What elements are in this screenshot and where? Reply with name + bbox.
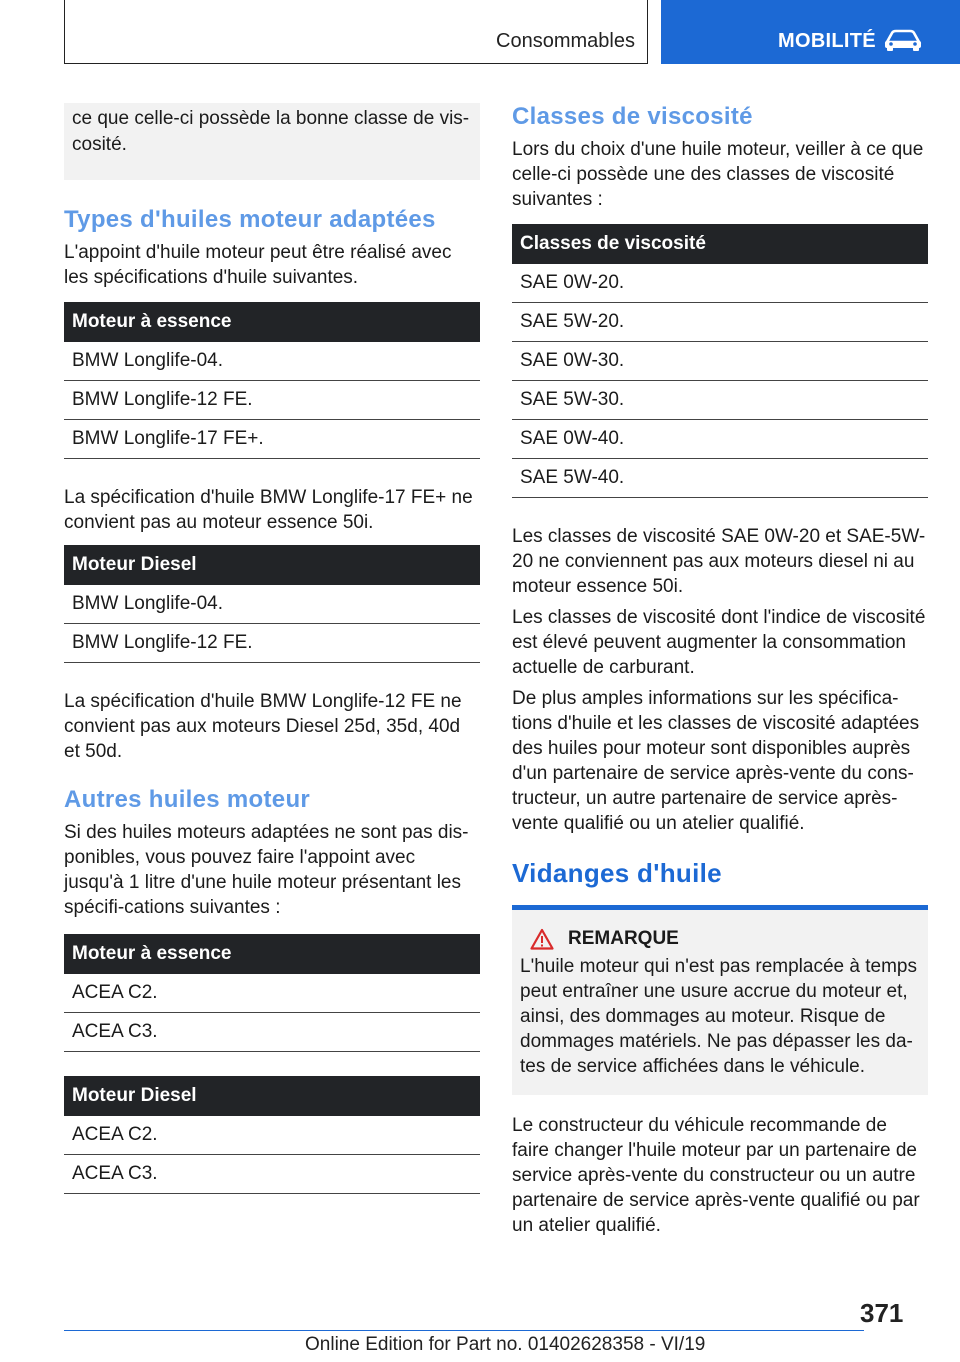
table-row bbox=[64, 974, 480, 1013]
table-header: Moteur Diesel bbox=[64, 545, 480, 585]
table-cell: ACEA C2. bbox=[64, 1116, 480, 1155]
table-row bbox=[512, 264, 928, 303]
table-row bbox=[64, 585, 480, 624]
para-viscosite-1: Les classes de viscosité SAE 0W-20 et SAE-5W-20 ne conviennent pas aux moteurs diesel ni au moteur essence 50i. bbox=[512, 526, 926, 597]
table-cell: BMW Longlife-12 FE. bbox=[64, 381, 480, 420]
table-essence-acea bbox=[64, 934, 480, 1052]
table-cell: SAE 0W-30. bbox=[512, 342, 928, 381]
chapter-title: Consommables bbox=[496, 30, 635, 52]
table-essence-longlife bbox=[64, 302, 480, 459]
right-column bbox=[512, 103, 928, 1238]
table-row bbox=[64, 1013, 480, 1052]
section-title: MOBILITÉ bbox=[778, 30, 876, 52]
table-row bbox=[64, 420, 480, 459]
table-cell: BMW Longlife-17 FE+. bbox=[64, 420, 480, 459]
page-number: 371 bbox=[860, 1298, 904, 1328]
table-cell: SAE 5W-40. bbox=[512, 459, 928, 498]
table-row bbox=[64, 381, 480, 420]
table-cell: SAE 0W-40. bbox=[512, 420, 928, 459]
header-section-tab bbox=[661, 0, 960, 64]
warning-title: REMARQUE bbox=[568, 928, 679, 949]
table-header: Moteur Diesel bbox=[64, 1076, 480, 1116]
para-viscosite-2: Les classes de viscosité dont l'indice de viscosité est élevé peuvent augmenter la consommation actuelle de carburant. bbox=[512, 607, 926, 678]
heading-viscosite: Classes de viscosité bbox=[512, 103, 753, 130]
table-row bbox=[64, 1116, 480, 1155]
para-viscosite: Lors du choix d'une huile moteur, veiller à ce que celle-ci possède une des classes de viscosité suivantes : bbox=[512, 139, 924, 210]
table-cell: ACEA C2. bbox=[64, 974, 480, 1013]
continued-note bbox=[64, 103, 480, 180]
table-header: Classes de viscosité bbox=[512, 224, 928, 264]
table-cell: SAE 5W-20. bbox=[512, 303, 928, 342]
table-cell: SAE 0W-20. bbox=[512, 264, 928, 303]
para-diesel-note: La spécification d'huile BMW Longlife-12 FE ne convient pas aux moteurs Diesel 25d, 35d, 40d et 50d. bbox=[64, 691, 462, 762]
header-chapter-box bbox=[64, 0, 648, 64]
para-vidanges: Le constructeur du véhicule recommande de faire changer l'huile moteur par un partenaire de service après-vente du constructeur ou un autre partenaire de service après-vente qualifié ou par un atelier qualifié. bbox=[512, 1115, 920, 1236]
table-cell: BMW Longlife-04. bbox=[64, 342, 480, 381]
table-viscosite bbox=[512, 224, 928, 498]
table-row bbox=[512, 303, 928, 342]
continued-note-text: ce que celle-ci possède la bonne classe de vis-cosité. bbox=[72, 108, 470, 155]
table-cell: SAE 5W-30. bbox=[512, 381, 928, 420]
table-row bbox=[512, 459, 928, 498]
table-row bbox=[64, 624, 480, 663]
table-row bbox=[512, 420, 928, 459]
footer-divider bbox=[64, 1330, 864, 1331]
table-cell: BMW Longlife-12 FE. bbox=[64, 624, 480, 663]
table-header: Moteur à essence bbox=[64, 302, 480, 342]
table-diesel-acea bbox=[64, 1076, 480, 1194]
heading-vidanges: Vidanges d'huile bbox=[512, 858, 722, 888]
heading-types: Types d'huiles moteur adaptées bbox=[64, 206, 436, 233]
warning-header bbox=[520, 928, 920, 950]
table-cell: ACEA C3. bbox=[64, 1155, 480, 1194]
table-diesel-longlife bbox=[64, 545, 480, 663]
table-row bbox=[512, 381, 928, 420]
table-cell: ACEA C3. bbox=[64, 1013, 480, 1052]
car-icon bbox=[883, 28, 923, 52]
para-autres: Si des huiles moteurs adaptées ne sont pas dis-ponibles, vous pouvez faire l'appoint avec jusqu'à 1 litre d'une huile moteur présentant les spécifi-cations suivantes : bbox=[64, 822, 469, 918]
warning-text: L'huile moteur qui n'est pas remplacée à temps peut entraîner une usure accrue du moteur et, ainsi, des dommages au moteur. Risque de dommages matériels. Ne pas dépasser les da-tes de service affichées dans le véhicule. bbox=[520, 956, 917, 1077]
left-column bbox=[64, 103, 480, 1194]
table-row bbox=[64, 342, 480, 381]
table-cell: BMW Longlife-04. bbox=[64, 585, 480, 624]
footer-edition: Online Edition for Part no. 01402628358 - VI/19 bbox=[305, 1334, 706, 1355]
table-row bbox=[64, 1155, 480, 1194]
para-viscosite-3: De plus amples informations sur les spécifica-tions d'huile et les classes de viscosité adaptées des huiles pour moteur sont disponibles auprès d'un partenaire de service après-vente du cons-tructeur, un autre partenaire de service après-vente qualifié ou un atelier qualifié. bbox=[512, 688, 920, 834]
para-essence-note: La spécification d'huile BMW Longlife-17 FE+ ne convient pas au moteur essence 50i. bbox=[64, 487, 473, 533]
table-row bbox=[512, 342, 928, 381]
para-types: L'appoint d'huile moteur peut être réalisé avec les spécifications d'huile suivantes. bbox=[64, 242, 452, 288]
table-header: Moteur à essence bbox=[64, 934, 480, 974]
warning-triangle-icon bbox=[530, 928, 554, 950]
warning-box bbox=[512, 905, 928, 1095]
heading-autres: Autres huiles moteur bbox=[64, 786, 311, 813]
